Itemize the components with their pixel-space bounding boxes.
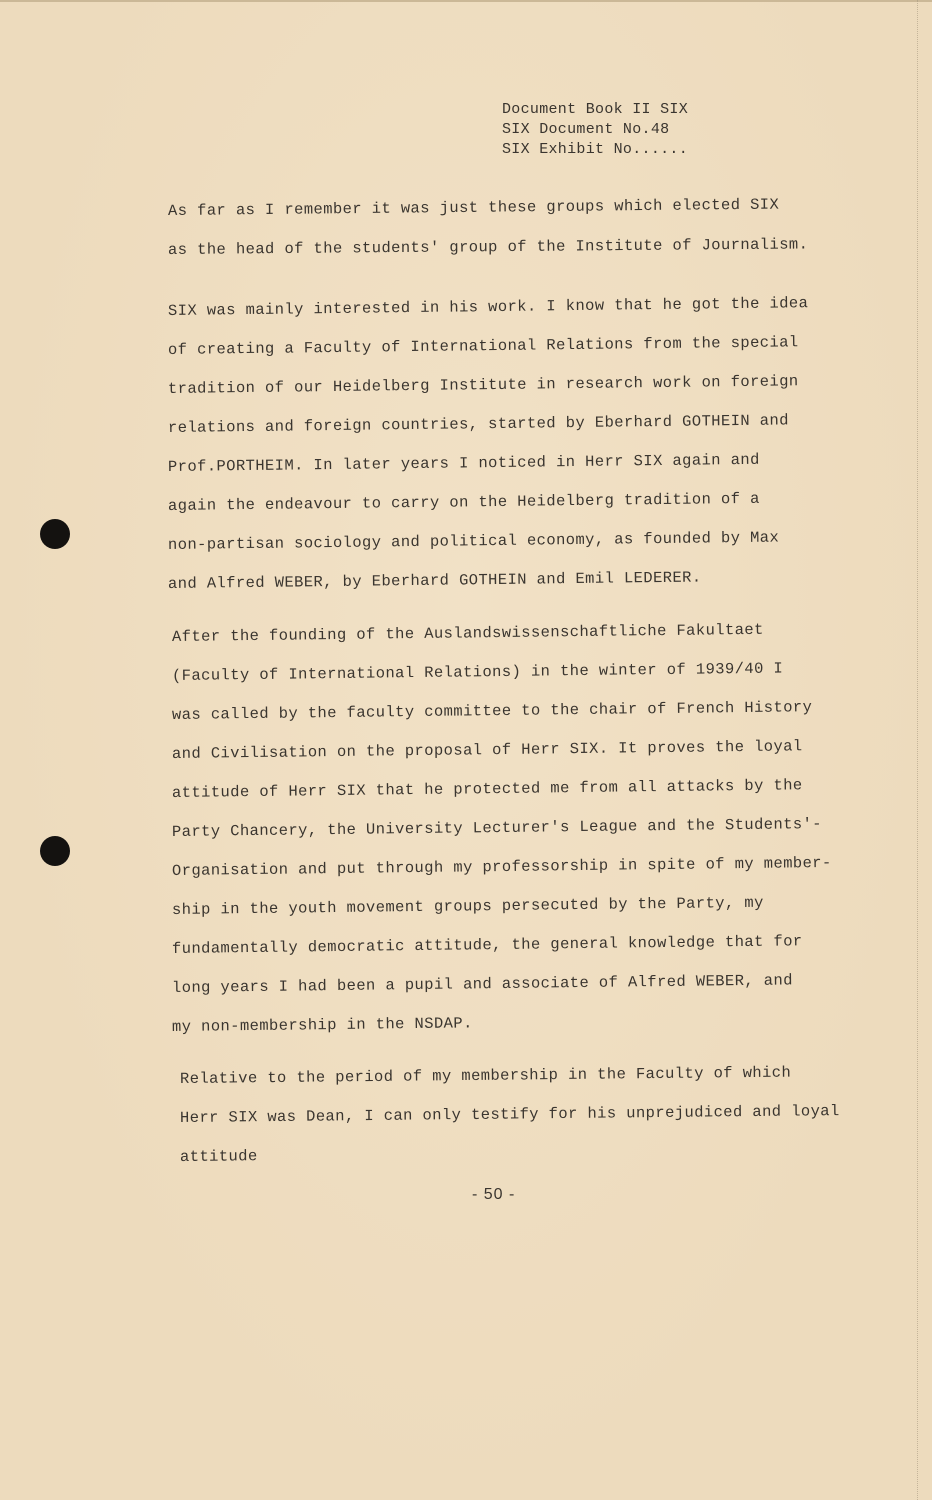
header-line-book: Document Book II SIX	[502, 101, 689, 118]
text-line: Prof.PORTHEIM. In later years I noticed in Herr SIX again and	[167, 450, 760, 476]
header-line-document: SIX Document No.48	[502, 121, 670, 138]
page-top-edge	[0, 0, 932, 2]
text-line: non-partisan sociology and political economy, as founded by Max	[167, 528, 780, 554]
text-line: relations and foreign countries, started by Eberhard GOTHEIN and	[167, 411, 789, 437]
paragraph-3	[172, 618, 842, 1047]
document-header	[502, 100, 688, 160]
text-line: long years I had been a pupil and associate of Alfred WEBER, and	[171, 971, 793, 997]
text-line: again the endeavour to carry on the Heidelberg tradition of a	[167, 489, 760, 515]
text-line: fundamentally democratic attitude, the general knowledge that for	[171, 932, 803, 958]
text-line: as the head of the students' group of the Institute of Journalism.	[167, 235, 809, 259]
paragraph-1	[168, 192, 838, 270]
text-line: tradition of our Heidelberg Institute in research work on foreign	[167, 372, 799, 398]
paragraph-2	[168, 292, 838, 604]
text-line: (Faculty of International Relations) in the winter of 1939/40 I	[171, 659, 784, 685]
punch-hole-upper	[40, 519, 70, 549]
text-line: As far as I remember it was just these groups which elected SIX	[167, 195, 780, 220]
page-number: - 50 -	[472, 1186, 516, 1203]
header-line-exhibit: SIX Exhibit No......	[502, 141, 689, 158]
text-line: was called by the faculty committee to the chair of French History	[171, 698, 813, 724]
punch-hole-lower	[40, 836, 70, 866]
text-line: of creating a Faculty of International Relations from the special	[167, 333, 799, 359]
text-line: Relative to the period of my membership in the Faculty of which	[179, 1063, 792, 1088]
text-line: Party Chancery, the University Lecturer's League and the Students'-	[171, 815, 823, 841]
text-line: attitude of Herr SIX that he protected me from all attacks by the	[171, 776, 803, 802]
text-line: and Civilisation on the proposal of Herr SIX. It proves the loyal	[171, 737, 803, 763]
paragraph-4	[180, 1060, 850, 1177]
text-line: After the founding of the Auslandswissenschaftliche Fakultaet	[171, 620, 764, 646]
text-line: my non-membership in the NSDAP.	[171, 1014, 473, 1036]
text-line: ship in the youth movement groups persecuted by the Party, my	[171, 893, 764, 919]
text-line: Organisation and put through my professorship in spite of my member-	[171, 853, 832, 880]
text-line: SIX was mainly interested in his work. I know that he got the idea	[167, 294, 809, 320]
text-line: attitude	[179, 1147, 258, 1166]
text-line: and Alfred WEBER, by Eberhard GOTHEIN and Emil LEDERER.	[167, 568, 702, 593]
page-right-edge	[915, 0, 918, 1500]
text-line: Herr SIX was Dean, I can only testify for his unprejudiced and loyal	[179, 1102, 840, 1127]
